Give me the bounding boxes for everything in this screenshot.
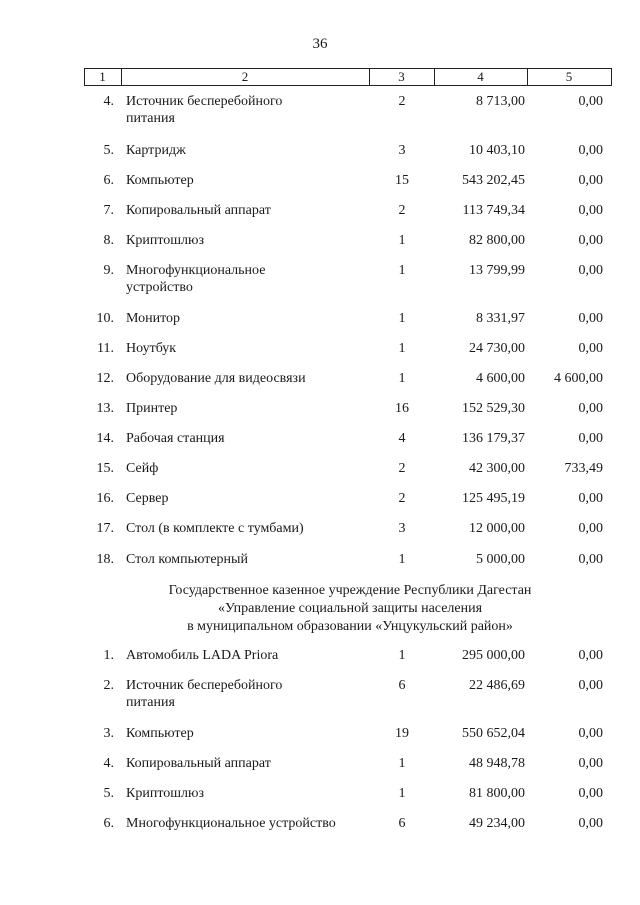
row-name [126, 815, 381, 832]
row-value: 0,00 [578, 311, 603, 326]
row-amount: 22 486,69 [469, 678, 525, 693]
row-number: 1. [103, 648, 114, 663]
row-name [126, 520, 381, 537]
row-amount: 295 000,00 [462, 648, 525, 663]
row-number: 15. [96, 461, 114, 476]
row-name-line: Рабочая станция [126, 431, 225, 446]
row-quantity: 2 [398, 203, 406, 218]
row-amount: 8 713,00 [476, 94, 525, 109]
row-quantity: 1 [398, 341, 406, 356]
row-name-line: Автомобиль LADA Priora [126, 648, 279, 663]
row-name-line: Стол компьютерный [126, 552, 248, 567]
row-value: 0,00 [578, 756, 603, 771]
section-title-line: Государственное казенное учреждение Республики Дагестан [168, 583, 532, 598]
row-value: 0,00 [578, 552, 603, 567]
row-name-line: Стол (в комплекте с тумбами) [126, 521, 304, 536]
header-bottom-rule [84, 85, 612, 86]
row-name-line: Картридж [126, 143, 186, 158]
header-col-4: 4 [477, 69, 484, 84]
row-name [126, 340, 381, 357]
row-value: 0,00 [578, 173, 603, 188]
row-quantity: 6 [398, 816, 406, 831]
header-col-2: 2 [241, 69, 249, 84]
row-name-line: Криптошлюз [126, 233, 205, 248]
row-name [126, 400, 381, 417]
header-col-3: 3 [398, 69, 405, 84]
row-name [126, 490, 381, 507]
row-value: 0,00 [578, 491, 603, 506]
row-quantity: 1 [398, 648, 406, 663]
row-amount: 136 179,37 [462, 431, 525, 446]
row-value: 0,00 [578, 648, 603, 663]
section-title [100, 582, 600, 636]
row-amount: 152 529,30 [462, 401, 525, 416]
row-name-line: Принтер [126, 401, 178, 416]
row-name [126, 310, 381, 327]
row-name [126, 202, 381, 219]
row-quantity: 2 [398, 491, 406, 506]
row-name [126, 647, 381, 664]
row-name-line: Многофункциональное [126, 263, 266, 278]
row-amount: 42 300,00 [469, 461, 525, 476]
row-amount: 113 749,34 [462, 203, 525, 218]
row-name-line: Криптошлюз [126, 786, 205, 801]
row-amount: 82 800,00 [469, 233, 525, 248]
row-number: 5. [103, 786, 114, 801]
row-number: 9. [103, 263, 114, 278]
header-col-divider [611, 68, 612, 85]
row-name [126, 460, 381, 477]
row-value: 0,00 [578, 816, 603, 831]
row-quantity: 2 [398, 461, 406, 476]
row-name-line: Копировальный аппарат [126, 756, 271, 771]
section-title-line: в муниципальном образовании «Унцукульский район» [187, 619, 513, 634]
row-number: 4. [103, 94, 114, 109]
row-amount: 10 403,10 [469, 143, 525, 158]
row-number: 10. [96, 311, 114, 326]
row-number: 18. [96, 552, 114, 567]
row-number: 8. [103, 233, 114, 248]
row-value: 4 600,00 [554, 371, 603, 386]
row-quantity: 6 [398, 678, 406, 693]
row-name-line: Ноутбук [126, 341, 177, 356]
row-name-line: Оборудование для видеосвязи [126, 371, 306, 386]
row-name [126, 551, 381, 568]
row-amount: 5 000,00 [476, 552, 525, 567]
row-quantity: 4 [398, 431, 406, 446]
row-amount: 125 495,19 [462, 491, 525, 506]
row-number: 3. [103, 726, 114, 741]
row-name [126, 677, 381, 711]
row-name-line: Сейф [126, 461, 159, 476]
row-quantity: 3 [398, 521, 406, 536]
row-name [126, 755, 381, 772]
row-amount: 81 800,00 [469, 786, 525, 801]
row-amount: 4 600,00 [476, 371, 525, 386]
row-quantity: 1 [398, 311, 406, 326]
row-quantity: 1 [398, 552, 406, 567]
row-value: 0,00 [578, 341, 603, 356]
row-value: 0,00 [578, 263, 603, 278]
row-name-line: Многофункциональное устройство [126, 816, 336, 831]
row-number: 6. [103, 173, 114, 188]
row-name-line: Монитор [126, 311, 181, 326]
row-value: 0,00 [578, 203, 603, 218]
row-quantity: 19 [395, 726, 409, 741]
row-number: 16. [96, 491, 114, 506]
row-value: 0,00 [578, 521, 603, 536]
row-name-line: Копировальный аппарат [126, 203, 271, 218]
row-amount: 48 948,78 [469, 756, 525, 771]
row-amount: 49 234,00 [469, 816, 525, 831]
row-name [126, 785, 381, 802]
row-name-line: устройство [126, 280, 193, 295]
page-number: 36 [312, 36, 328, 52]
row-name [126, 370, 381, 387]
row-value: 0,00 [578, 431, 603, 446]
row-number: 2. [103, 678, 114, 693]
row-quantity: 1 [398, 233, 406, 248]
row-quantity: 15 [395, 173, 409, 188]
row-value: 733,49 [564, 461, 603, 476]
row-name [126, 430, 381, 447]
row-name [126, 142, 381, 159]
row-amount: 543 202,45 [462, 173, 525, 188]
row-value: 0,00 [578, 726, 603, 741]
row-number: 17. [96, 521, 114, 536]
row-quantity: 1 [398, 786, 406, 801]
row-name-line: Источник бесперебойного [126, 94, 283, 109]
row-name [126, 172, 381, 189]
row-quantity: 1 [398, 371, 406, 386]
row-value: 0,00 [578, 143, 603, 158]
row-name [126, 232, 381, 249]
row-name [126, 725, 381, 742]
table-header [84, 68, 612, 85]
row-amount: 24 730,00 [469, 341, 525, 356]
row-number: 7. [103, 203, 114, 218]
row-amount: 8 331,97 [476, 311, 525, 326]
row-quantity: 16 [395, 401, 409, 416]
row-value: 0,00 [578, 678, 603, 693]
row-quantity: 2 [398, 94, 406, 109]
header-col-5: 5 [565, 69, 573, 84]
row-name-line: питания [126, 111, 175, 126]
row-number: 6. [103, 816, 114, 831]
header-col-1: 1 [99, 69, 106, 84]
row-name-line: питания [126, 695, 175, 710]
row-name-line: Источник бесперебойного [126, 678, 283, 693]
row-name-line: Сервер [126, 491, 169, 506]
row-number: 13. [96, 401, 114, 416]
row-value: 0,00 [578, 786, 603, 801]
row-quantity: 1 [398, 263, 406, 278]
section-title-line: «Управление социальной защиты населения [217, 601, 483, 616]
row-quantity: 3 [398, 143, 406, 158]
row-name-line: Компьютер [126, 173, 194, 188]
row-number: 11. [97, 341, 114, 356]
row-number: 12. [96, 371, 114, 386]
row-name [126, 93, 381, 127]
row-number: 14. [96, 431, 114, 446]
row-number: 4. [103, 756, 114, 771]
row-name-line: Компьютер [126, 726, 194, 741]
row-value: 0,00 [578, 233, 603, 248]
row-number: 5. [103, 143, 114, 158]
row-amount: 13 799,99 [469, 263, 525, 278]
row-value: 0,00 [578, 94, 603, 109]
row-amount: 550 652,04 [462, 726, 525, 741]
row-amount: 12 000,00 [469, 521, 525, 536]
row-value: 0,00 [578, 401, 603, 416]
row-quantity: 1 [398, 756, 406, 771]
row-name [126, 262, 381, 296]
